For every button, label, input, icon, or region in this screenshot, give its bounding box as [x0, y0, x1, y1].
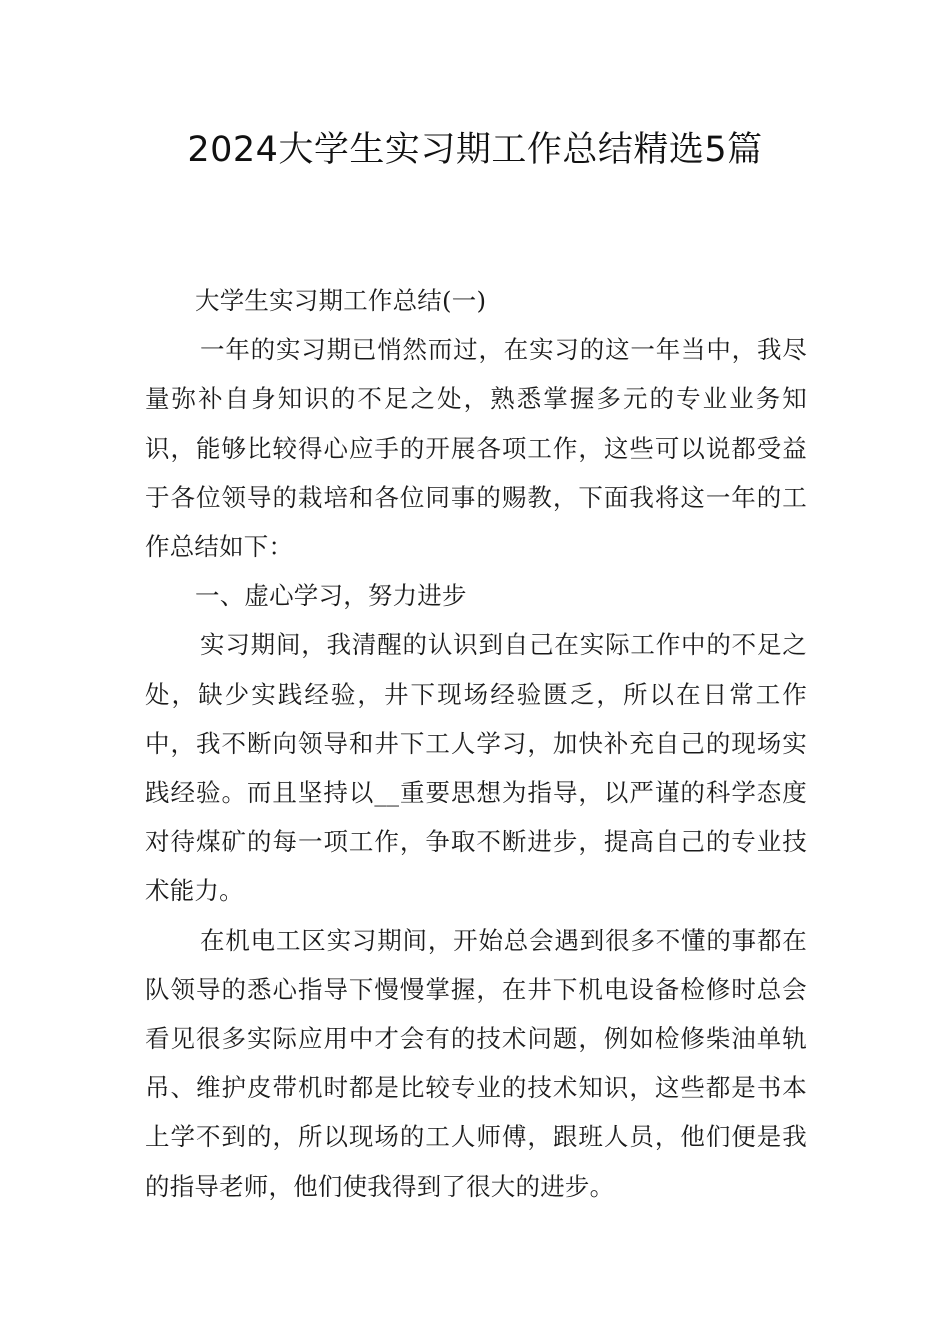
paragraph-internship: 实习期间，我清醒的认识到自己在实际工作中的不足之处，缺少实践经验，井下现场经验匮乏，所以在日常工作中，我不断向领导和井下工人学习，加快补充自己的现场实践经验。而且坚持以__重要思想为指导，以严谨的科学态度对待煤矿的每一项工作，争取不断进步，提高自己的专业技术能力。: [145, 630, 807, 906]
paragraph-mechanical-area: 在机电工区实习期间，开始总会遇到很多不懂的事都在队领导的悉心指导下慢慢掌握，在井下机电设备检修时总会看见很多实际应用中才会有的技术问题，例如检修柴油单轨吊、维护皮带机时都是比较专业的技术知识，这些都是书本上学不到的，所以现场的工人师傅，跟班人员，他们便是我的指导老师，他们使我得到了很大的进步。: [145, 925, 807, 1201]
document-title: 2024大学生实习期工作总结精选5篇: [187, 130, 763, 170]
document-body: [145, 276, 807, 1211]
section-title: 大学生实习期工作总结(一): [195, 286, 487, 315]
subheading-learning: 一、虚心学习，努力进步: [195, 581, 467, 611]
paragraph-intro: 一年的实习期已悄然而过，在实习的这一年当中，我尽量弥补自身知识的不足之处，熟悉掌握多元的专业业务知识，能够比较得心应手的开展各项工作，这些可以说都受益于各位领导的栽培和各位同事的赐教，下面我将这一年的工作总结如下：: [145, 335, 807, 562]
